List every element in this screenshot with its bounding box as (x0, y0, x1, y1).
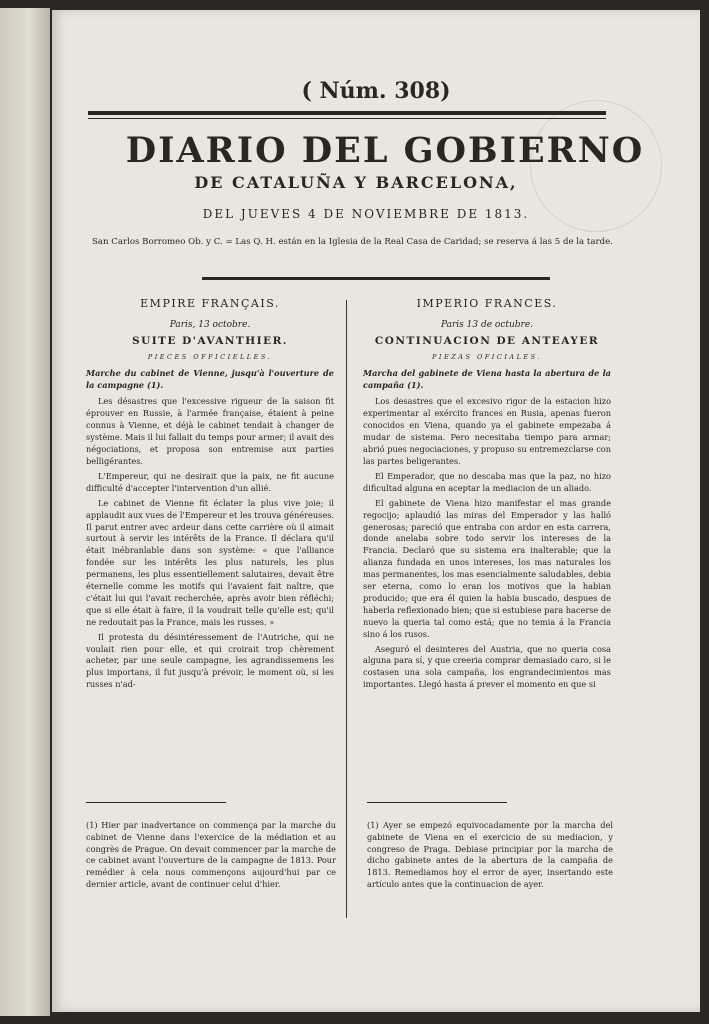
french-footnote: (1) Hier par inadvertance on commença par la marche du cabinet de Vienne dans l'exercice de la médiation et au congrès de Prague. On devait commencer par la marche de ce cabinet avant l'ouverture de la campagne de 1813. Pour remédier à cela nous commençons aujourd'hui par ce dernier article, avant de continuer celui d'hier. (86, 820, 336, 889)
header-rule-thin (88, 118, 606, 119)
spanish-paragraph: Aseguró el desinteres del Austria, que no queria cosa alguna para sí, y que creeria comprar demasiado caro, si le costasen una sola campaña, los engrandecimientos mas importantes. Llegó hasta á prever el momento en que si (363, 643, 611, 690)
section-rule (202, 277, 550, 280)
facing-page-edge (0, 8, 50, 1016)
spanish-footnote: (1) Ayer se empezó equivocadamente por la marcha del gabinete de Viena en el exercicio de su mediacion, y congreso de Praga. Debiase principiar por la marcha de dicho gabinete antes de la abertura de la campaña de 1813. Remediamos hoy el error de ayer, insertando este artículo antes que la continuacion de ayer. (367, 820, 613, 889)
column-divider (346, 300, 347, 918)
masthead-title: DIARIO DEL GOBIERNO (125, 130, 645, 171)
masthead-subtitle: DE CATALUÑA Y BARCELONA, (194, 173, 518, 192)
french-paragraph: L'Empereur, qui ne desirait que la paix, ne fit aucune difficulté d'accepter l'intervention d'un allié. (86, 470, 334, 493)
footnote-rule-right (367, 802, 507, 803)
spanish-pieces: PIEZAS OFICIALES. (432, 352, 542, 361)
spanish-column (363, 298, 611, 694)
french-pieces: PIECES OFFICIELLES. (147, 352, 273, 361)
spanish-paragraph: El Emperador, que no descaba mas que la paz, no hizo dificultad alguna en aceptar la mediacion de un aliado. (363, 470, 611, 493)
french-heading: EMPIRE FRANÇAIS. (140, 297, 280, 310)
newspaper-page (52, 10, 700, 1012)
french-article-title: Marche du cabinet de Vienne, jusqu'à l'ouverture de la campagne (1). (86, 367, 334, 390)
french-column (86, 298, 334, 694)
spanish-heading: IMPERIO FRANCES. (416, 297, 558, 310)
spanish-suite: CONTINUACION DE ANTEAYER (374, 334, 600, 347)
footnote-rule-left (86, 802, 226, 803)
spanish-dateline: Paris 13 de octubre. (440, 319, 534, 330)
french-paragraph: Le cabinet de Vienne fit éclater la plus vive joie; il applaudit aux vues de l'Empereur et les trouva généreuses. Il parut entrer avec ardeur dans cette carrière où il aimait surtout à servir les intérêts de la France. Il déclara qu'il était inébranlable dans son système: « que l'alliance fondée sur les intérêts les plus naturels, les plus permanens, les plus essentiellement salutaires, devait être éternelle comme les motifs qui l'avaient fait naître, que c'était lui qui l'avait recherchée, après avoir bien réfléchi; que si elle était à faire, il la voudrait telle qu'elle est; qu'il ne redoutait pas la France, mais les russes. » (86, 497, 334, 627)
issue-number: ( Núm. 308) (301, 78, 451, 104)
french-paragraph: Il protesta du désintéressement de l'Autriche, qui ne voulait rien pour elle, et qui croirait trop chèrement acheter, par une seule campagne, les agrandissemens les plus importans, il fut jusqu'à prévoir, le moment où, si les russes n'ad- (86, 631, 334, 690)
header-rule-thick (88, 111, 606, 115)
saint-of-day-line: San Carlos Borromeo Ob. y C. = Las Q. H. están en la Iglesia de la Real Casa de Caridad; se reserva á las 5 de la tarde. (92, 237, 613, 247)
spanish-article-title: Marcha del gabinete de Viena hasta la abertura de la campaña (1). (363, 367, 611, 390)
issue-date: DEL JUEVES 4 DE NOVIEMBRE DE 1813. (202, 207, 530, 221)
french-dateline: Paris, 13 octobre. (169, 319, 251, 330)
spanish-paragraph: El gabinete de Viena hizo manifestar el mas grande regocijo; aplaudió las miras del Emperador y las halló generosas; pareció que entraba con ardor en esta carrera, donde anelaba sobre todo servir los intereses de la Francia. Declaró que su sistema era inalterable; que la alianza fundada en unos intereses, los mas naturales los mas permanentes, los mas esencialmente saludables, debia ser eterna, como lo eran los motivos que la habian producido; que era él quien la habia buscado, despues de haberla reflexionado bien; que si estubiese para hacerse de nuevo la queria tal como está; que no temia á la Francia sino á los rusos. (363, 497, 611, 639)
french-paragraph: Les désastres que l'excessive rigueur de la saison fit éprouver en Russie, à l'armée française, étaient à peine connus à Vienne, et déjà le cabinet tendait à changer de système. Mais il lui fallait du temps pour armer; il avait des négociations, et proposa son entremise aux parties belligérantes. (86, 396, 334, 466)
spanish-paragraph: Los desastres que el excesivo rigor de la estacion hizo experimentar al exército frances en Rusia, apenas fueron conocidos en Viena, quando ya el gabinete empezaba á mudar de sistema. Pero necesitaba tiempo para armar; abrió pues negociaciones, y propuso su entremezclarse con las partes beligerantes. (363, 396, 611, 466)
french-suite: SUITE D'AVANTHIER. (132, 334, 288, 347)
